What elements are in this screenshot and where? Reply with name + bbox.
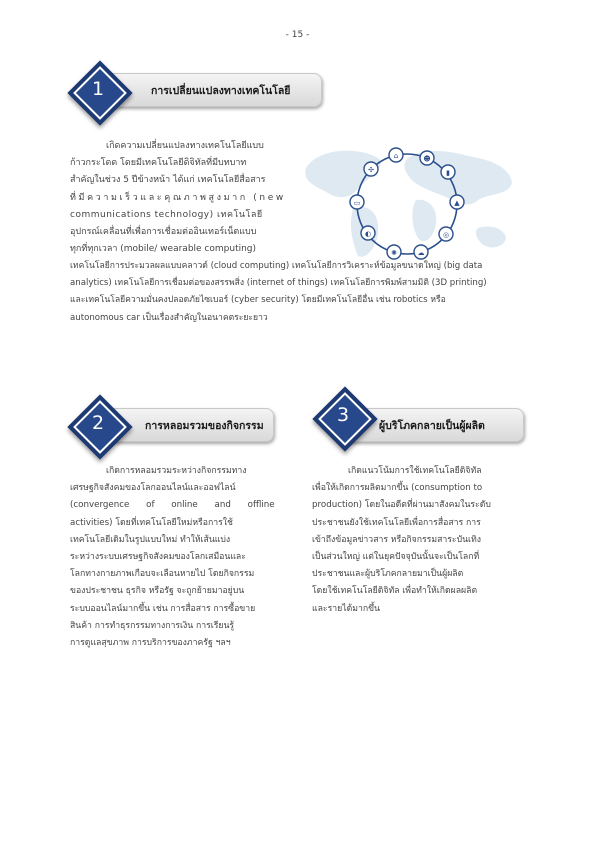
wifi-icon: ✺ xyxy=(391,249,397,257)
section-1-line: เกิดความเปลี่ยนแปลงทางเทคโนโลยีแบบ xyxy=(106,141,264,151)
section-3-number: 3 xyxy=(336,404,350,426)
section-3-line: เข้าถึงข้อมูลข่าวสาร หรือกิจกรรมสาระบันเทิง xyxy=(312,534,481,545)
section-3-line: โดยใช้เทคโนโลยีดิจิทัล เพื่อทำให้เกิดผลผลิต xyxy=(312,586,478,597)
section-2-line: ของประชาชน ธุรกิจ หรือรัฐ จะถูกย้ายมาอยู่บน xyxy=(70,586,245,597)
section-1-title: การเปลี่ยนแปลงทางเทคโนโลยี xyxy=(151,85,291,97)
section-3-line: production) โดยในอดีตที่ผ่านมาสังคมในระดับ xyxy=(312,500,491,511)
section-2-line: ระบบออนไลน์มากขึ้น เช่น การสื่อสาร การซื้อขาย xyxy=(70,603,256,614)
section-3-line: ประชาชนยังใช้เทคโนโลยีเพื่อการสื่อสาร การ xyxy=(312,517,481,528)
section-1-header-bar xyxy=(100,73,322,107)
section-1-line: analytics) เทคโนโลยีการเชื่อมต่อของสรรพสิ่ง (internet of things) เทคโนโลยีการพิมพ์สามมิติ (3D printing) xyxy=(70,278,487,289)
world-map-background xyxy=(305,151,512,257)
section-1-line: สำคัญในช่วง 5 ปีข้างหน้า ได้แก่ เทคโนโลยีสื่อสาร xyxy=(70,175,266,186)
section-1-body xyxy=(70,258,530,327)
monitor-icon: ▭ xyxy=(353,199,361,207)
section-2-body xyxy=(70,463,278,652)
section-2-line: เศรษฐกิจสังคมของโลกออนไลน์และออฟไลน์ xyxy=(70,483,236,494)
factory-icon: ▲ xyxy=(454,199,460,207)
section-3-header-bar xyxy=(348,408,524,442)
section-2-line: เกิดการหลอมรวมระหว่างกิจกรรมทาง xyxy=(106,466,247,476)
section-3-line: เป็นส่วนใหญ่ แต่ในยุคปัจจุบันนั้นจะเป็นโลกที่ xyxy=(312,552,480,563)
satellite-dish-icon: ◐ xyxy=(364,230,372,238)
section-1-line: ทุกที่ทุกเวลา (mobile/ wearable computing) xyxy=(70,244,257,255)
section-2-number: 2 xyxy=(91,412,105,434)
section-2-line: ระหว่างระบบเศรษฐกิจสังคมของโลกเสมือนและ xyxy=(70,552,246,563)
section-2-title: การหลอมรวมของกิจกรรม xyxy=(145,420,264,432)
section-1-number: 1 xyxy=(91,78,105,100)
section-3-line: ประชาชนและผู้บริโภคกลายมาเป็นผู้ผลิต xyxy=(312,569,464,580)
section-3-line: และรายได้มากขึ้น xyxy=(312,603,380,614)
section-1-line: communications technology) เทคโนโลยี xyxy=(70,209,263,220)
section-3-line: เกิดแนวโน้มการใช้เทคโนโลยีดิจิทัล xyxy=(348,466,482,476)
section-1-line: เทคโนโลยีการประมวลผลแบบคลาวด์ (cloud computing) เทคโนโลยีการวิเคราะห์ข้อมูลขนาดใหญ่ (big data xyxy=(70,261,483,271)
section-1-line: autonomous car เป็นเรื่องสำคัญในอนาคตระยะยาว xyxy=(70,312,268,323)
section-1-line: ก้าวกระโดด โดยมีเทคโนโลยีดิจิทัลที่มีบทบาท xyxy=(70,158,247,169)
page-number: - 15 - xyxy=(285,30,310,40)
section-2-line: เทคโนโลยีเดิมในรูปแบบใหม่ ทำให้เส้นแบ่ง xyxy=(70,534,231,545)
section-2-line: (convergence of online and offline xyxy=(70,500,275,511)
section-2-line: โลกทางกายภาพเกือบจะเลือนหายไป โดยกิจกรรม xyxy=(70,569,255,580)
section-1-line: ที่มีความเร็วและคุณภาพสูงมาก (new xyxy=(70,192,286,203)
section-3-body xyxy=(312,463,522,618)
network-icon: ✣ xyxy=(368,166,374,174)
signal-tower-icon: ⌂ xyxy=(393,152,399,160)
section-2-line: การดูแลสุขภาพ การบริการของภาครัฐ ฯลฯ xyxy=(70,638,231,649)
cloud-icon: ☁ xyxy=(417,249,425,257)
section-1-line: อุปกรณ์เคลื่อนที่เพื่อการเชื่อมต่ออินเทอร์เน็ตแบบ xyxy=(70,227,257,238)
bar-chart-icon: ▮ xyxy=(446,169,450,177)
section-1-line: และเทคโนโลยีความมั่นคงปลอดภัยไซเบอร์ (cyber security) โดยมีเทคโนโลยีอื่น เช่น robotics หรือ xyxy=(70,295,446,306)
globe-network-icon: ◎ xyxy=(442,231,450,239)
section-3-line: เพื่อให้เกิดการผลิตมากขึ้น (consumption to xyxy=(312,483,483,494)
section-3-title: ผู้บริโภคกลายเป็นผู้ผลิต xyxy=(379,420,485,432)
digital-network-illustration xyxy=(298,138,516,268)
section-1-intro xyxy=(70,138,292,258)
section-2-line: สินค้า การทำธุรกรรมทางการเงิน การเรียนรู้ xyxy=(70,620,235,631)
people-icon: ☻ xyxy=(423,155,431,163)
section-2-line: activities) โดยที่เทคโนโลยีใหม่หรือการใช้ xyxy=(70,517,233,528)
